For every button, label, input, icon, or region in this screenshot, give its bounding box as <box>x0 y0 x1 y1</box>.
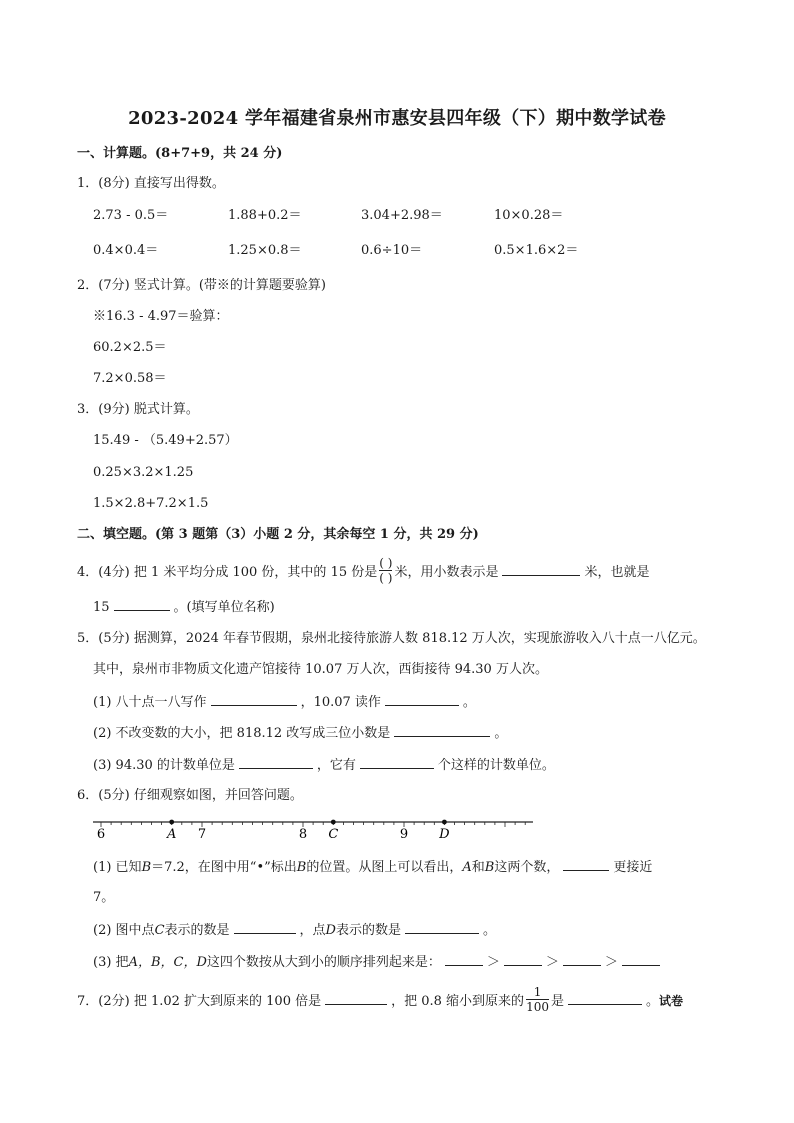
q6-var: A，B，C，D <box>128 955 207 970</box>
number-line-point-label-C: C <box>328 827 339 842</box>
q1-item: 0.5×1.6×2＝ <box>494 243 579 258</box>
greater-than-sign: ＞ <box>604 955 618 970</box>
number-line-point-label-A: A <box>167 827 177 842</box>
q4-text: 。(填写单位名称) <box>173 600 275 615</box>
q6-var: D <box>325 923 336 938</box>
number-line-point-A <box>169 820 174 825</box>
fraction-denominator: 100 <box>526 1000 549 1014</box>
q4-text: 米，用小数表示是 <box>394 565 499 580</box>
number-line-label-9: 9 <box>399 827 409 842</box>
q4-text: 4．(4分) 把 1 米平均分成 100 份，其中的 15 份是 <box>77 565 378 580</box>
q7-answer-blank[interactable] <box>325 992 387 1005</box>
q2-stem: 2．(7分) 竖式计算。(带※的计算题要验算) <box>77 278 326 293</box>
fraction-denominator: ( ) <box>379 571 393 585</box>
q3-item: 15.49 - （5.49+2.57） <box>93 433 238 448</box>
q6-text: 表示的数是 <box>335 923 401 938</box>
q5-sub-3 <box>93 756 555 775</box>
q1-item: 10×0.28＝ <box>494 208 564 223</box>
q6-stem: 6．(5分) 仔细观察如图，并回答问题。 <box>77 788 303 803</box>
q3-stem: 3．(9分) 脱式计算。 <box>77 402 199 417</box>
q6-sub-1-cont: 7。 <box>93 890 115 905</box>
number-line-label-7: 7 <box>197 827 207 842</box>
q6-answer-blank[interactable] <box>563 858 609 871</box>
q5-text: 。 <box>494 726 508 741</box>
number-line-ticks <box>101 822 525 827</box>
number-line-label-6: 6 <box>96 827 106 842</box>
q2-item: ※16.3 - 4.97＝验算： <box>93 309 229 324</box>
q5-answer-blank[interactable] <box>360 756 434 769</box>
q6-sub-2 <box>93 921 496 940</box>
q5-answer-blank[interactable] <box>385 693 459 706</box>
q6-answer-blank[interactable] <box>405 921 479 934</box>
q7-text: 7．(2分) 把 1.02 扩大到原来的 100 倍是 <box>77 994 322 1009</box>
q6-var: C <box>154 923 165 938</box>
q6-var: B <box>484 860 495 875</box>
q2-item: 7.2×0.58＝ <box>93 371 167 386</box>
q6-text: 。 <box>483 923 497 938</box>
q6-order-blank[interactable] <box>622 953 660 966</box>
q3-item: 0.25×3.2×1.25 <box>93 465 194 480</box>
q5-text: ，10.07 读作 <box>300 695 381 710</box>
q6-var: B <box>141 860 152 875</box>
q4-unit-blank[interactable] <box>114 598 170 611</box>
q5-text: ，它有 <box>316 758 356 773</box>
q4-fraction <box>379 556 392 585</box>
q7-answer-blank[interactable] <box>568 992 642 1005</box>
q1-item: 3.04+2.98＝ <box>361 208 443 223</box>
q6-sub-3 <box>93 953 664 972</box>
number-line-point-D <box>442 820 447 825</box>
section-2-heading: 二、填空题。(第 3 题第（3）小题 2 分，其余每空 1 分，共 29 分) <box>77 527 479 542</box>
q5-sub-1 <box>93 693 476 712</box>
q6-order-blank[interactable] <box>445 953 483 966</box>
q5-line-1: 5．(5分) 据测算，2024 年春节假期，泉州北接待旅游人数 818.12 万人次，实现旅游收入八十点一八亿元。 <box>77 631 706 646</box>
q6-order-blank[interactable] <box>563 953 601 966</box>
q6-sub-1 <box>93 858 652 877</box>
q4-line-2 <box>93 598 275 617</box>
q5-answer-blank[interactable] <box>211 693 297 706</box>
q6-answer-blank[interactable] <box>234 921 296 934</box>
q6-text: 的位置。从图上可以看出， <box>306 860 463 875</box>
greater-than-sign: ＞ <box>486 955 500 970</box>
q5-answer-blank[interactable] <box>239 756 313 769</box>
q6-text: 和 <box>471 860 485 875</box>
number-line-point-C <box>331 820 336 825</box>
q6-text: 这四个数按从大到小的顺序排列起来是： <box>206 955 441 970</box>
number-line-point-label-D: D <box>439 827 450 842</box>
q6-text: 表示的数是 <box>164 923 230 938</box>
q7-text: 试卷 <box>659 994 684 1008</box>
q3-item: 1.5×2.8+7.2×1.5 <box>93 496 209 511</box>
q1-stem: 1．(8分) 直接写出得数。 <box>77 176 225 191</box>
q1-item: 0.6÷10＝ <box>361 243 423 258</box>
q6-text: (2) 图中点 <box>93 923 155 938</box>
q6-var: B <box>296 860 307 875</box>
q4-answer-blank[interactable] <box>502 563 580 576</box>
q7-text: 是 <box>550 994 564 1009</box>
greater-than-sign: ＞ <box>545 955 559 970</box>
q1-item: 2.73 - 0.5＝ <box>93 208 169 223</box>
q6-text: ＝7.2，在图中用“•”标出 <box>151 860 297 875</box>
q4-text: 米，也就是 <box>584 565 650 580</box>
q6-text: ，点 <box>299 923 326 938</box>
section-1-heading: 一、计算题。(8+7+9，共 24 分) <box>77 146 283 161</box>
q5-answer-blank[interactable] <box>394 724 490 737</box>
q6-text: (1) 已知 <box>93 860 142 875</box>
q1-item: 0.4×0.4＝ <box>93 243 159 258</box>
q2-item: 60.2×2.5＝ <box>93 340 167 355</box>
q5-text: 。 <box>462 695 476 710</box>
number-line-labels <box>97 827 408 842</box>
number-line-label-8: 8 <box>298 827 308 842</box>
q4-text: 15 <box>93 600 110 615</box>
q1-item: 1.88+0.2＝ <box>228 208 302 223</box>
q5-text: 个这样的计数单位。 <box>437 758 555 773</box>
q4-line-1 <box>77 558 649 587</box>
q6-text: (3) 把 <box>93 955 129 970</box>
fraction-numerator: 1 <box>533 985 542 999</box>
q6-order-blank[interactable] <box>504 953 542 966</box>
q7-line <box>77 987 683 1016</box>
number-line-figure <box>0 810 794 846</box>
q5-text: (1) 八十点一八写作 <box>93 695 207 710</box>
page-title: 2023-2024 学年福建省泉州市惠安县四年级（下）期中数学试卷 <box>128 108 666 129</box>
q5-text: (3) 94.30 的计数单位是 <box>93 758 235 773</box>
q1-item: 1.25×0.8＝ <box>228 243 302 258</box>
q6-text: 更接近 <box>613 860 653 875</box>
q7-fraction <box>526 985 549 1014</box>
q5-line-2: 其中，泉州市非物质文化遗产馆接待 10.07 万人次，西街接待 94.30 万人次。 <box>93 662 548 677</box>
q6-text: 这两个数， <box>494 860 560 875</box>
q7-text: ，把 0.8 缩小到原来的 <box>391 994 525 1009</box>
q5-text: (2) 不改变数的大小，把 818.12 改写成三位小数是 <box>93 726 391 741</box>
fraction-numerator: ( ) <box>379 556 393 570</box>
q5-sub-2 <box>93 724 507 743</box>
q7-text: 。 <box>645 994 659 1009</box>
q6-var: A <box>462 860 472 875</box>
